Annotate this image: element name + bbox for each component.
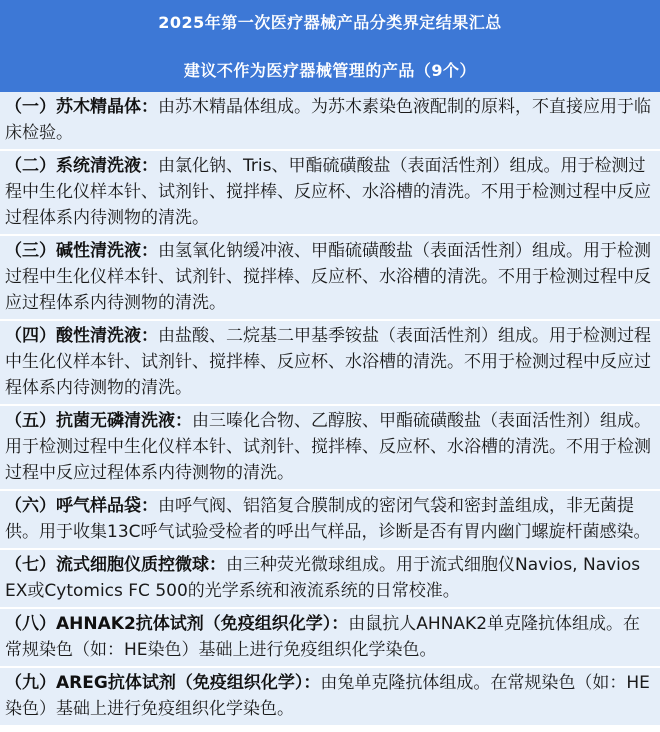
- product-name: （一）苏木精晶体：: [5, 97, 158, 117]
- product-name: （二）系统清洗液：: [5, 156, 158, 176]
- product-name: （七）流式细胞仪质控微球：: [5, 555, 226, 575]
- product-description: 由盐酸、二烷基二甲基季铵盐（表面活性剂）组成。用于检测过程中生化仪样本针、试剂针、搅拌棒、反应杯、水浴槽的清洗。不用于检测过程中反应过程体系内待测物的清洗。: [5, 326, 651, 398]
- product-name: （五）抗菌无磷清洗液：: [5, 411, 192, 431]
- product-description: 由兔单克隆抗体组成。在常规染色（如：HE染色）基础上进行免疫组织化学染色。: [5, 673, 650, 719]
- product-description: 由氯化钠、Tris、甲酯硫磺酸盐（表面活性剂）组成。用于检测过程中生化仪样本针、试剂针、搅拌棒、反应杯、水浴槽的清洗。不用于检测过程中反应过程体系内待测物的清洗。: [5, 156, 651, 228]
- list-item: [0, 550, 660, 609]
- product-name: （八）AHNAK2抗体试剂（免疫组织化学）：: [5, 614, 349, 634]
- list-item: [0, 321, 660, 406]
- product-description: 由苏木精晶体组成。为苏木素染色液配制的原料，不直接应用于临床检验。: [5, 97, 651, 143]
- table-header: [0, 0, 660, 92]
- list-item: [0, 609, 660, 668]
- product-description: 由鼠抗人AHNAK2单克隆抗体组成。在常规染色（如：HE染色）基础上进行免疫组织化学染色。: [5, 614, 641, 660]
- product-name: （九）AREG抗体试剂（免疫组织化学）：: [5, 673, 321, 693]
- product-description: 由三种荧光微球组成。用于流式细胞仪Navios, Navios EX或Cytomics FC 500的光学系统和液流系统的日常校准。: [5, 555, 641, 601]
- product-name: （四）酸性清洗液：: [5, 326, 158, 346]
- list-item: [0, 406, 660, 491]
- product-description: 由三嗪化合物、乙醇胺、甲酯硫磺酸盐（表面活性剂）组成。用于检测过程中生化仪样本针、试剂针、搅拌棒、反应杯、水浴槽的清洗。不用于检测过程中反应过程体系内待测物的清洗。: [5, 411, 651, 483]
- document-title: 2025年第一次医疗器械产品分类界定结果汇总: [158, 13, 502, 32]
- list-item: [0, 491, 660, 550]
- list-item: [0, 668, 660, 727]
- product-name: （六）呼气样品袋：: [5, 496, 158, 516]
- list-item: [0, 236, 660, 321]
- product-description: 由氢氧化钠缓冲液、甲酯硫磺酸盐（表面活性剂）组成。用于检测过程中生化仪样本针、试剂针、搅拌棒、反应杯、水浴槽的清洗。不用于检测过程中反应过程体系内待测物的清洗。: [5, 241, 651, 313]
- list-item: [0, 151, 660, 236]
- product-description: 由呼气阀、铝箔复合膜制成的密闭气袋和密封盖组成，非无菌提供。用于收集13C呼气试验受检者的呼出气样品，诊断是否有胃内幽门螺旋杆菌感染。: [5, 496, 651, 542]
- product-name: （三）碱性清洗液：: [5, 241, 158, 261]
- list-item: [0, 92, 660, 151]
- section-subtitle: 建议不作为医疗器械管理的产品（9个）: [183, 61, 477, 80]
- product-list: [0, 92, 660, 727]
